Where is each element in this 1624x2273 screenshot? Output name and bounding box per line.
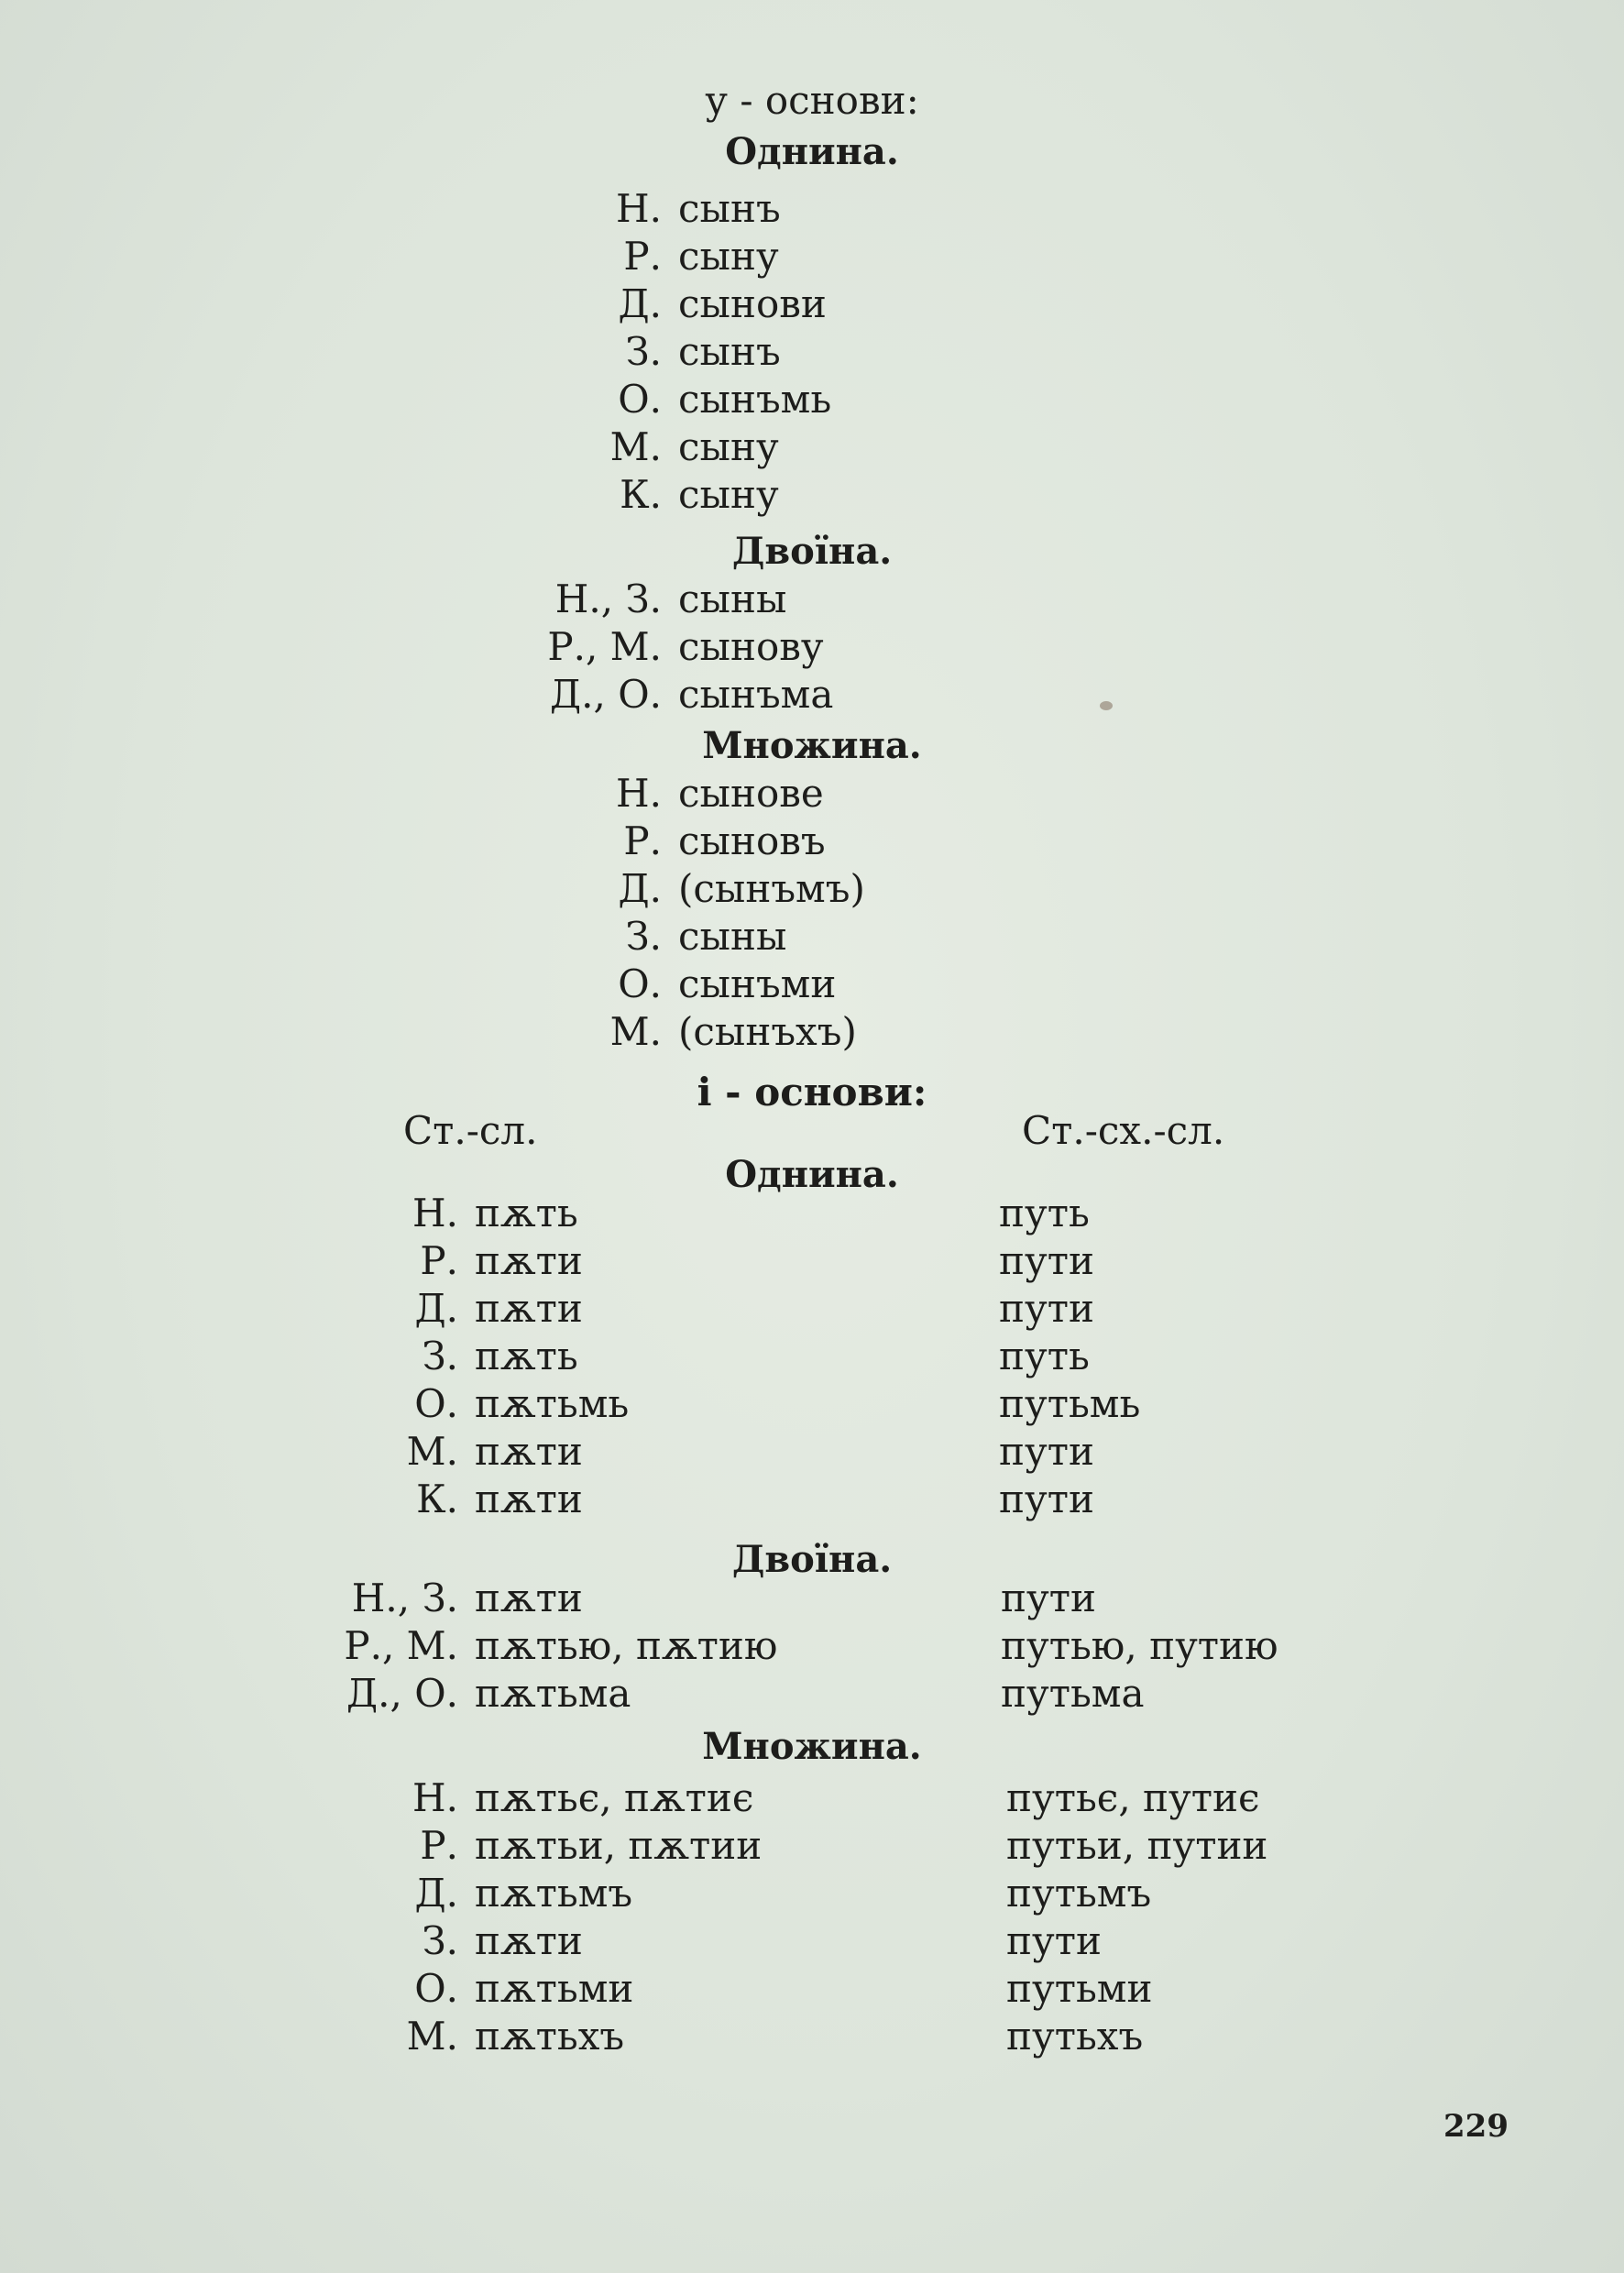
paradigm-row [0,1008,857,1056]
paradigm-row [0,2013,624,2060]
case-label: Р. [623,818,662,863]
i-dual-heading: Двоїна. [731,1538,893,1581]
serbian-form: путь [999,1334,1090,1378]
word-form: сыну [678,234,779,279]
paradigm-row [0,280,827,328]
serbian-form: путьмъ [1006,1871,1152,1916]
ocs-form: пѫти [475,1576,583,1620]
paradigm-row [0,1965,633,2013]
paradigm-row [0,1190,578,1237]
word-form: (сынъхъ) [678,1009,857,1054]
word-form: сынову [678,624,824,669]
ocs-form: пѫти [475,1918,583,1963]
paradigm-row [0,1333,578,1380]
case-label: З. [625,329,662,374]
word-form: сынъма [678,672,834,717]
ocs-form: пѫти [475,1286,583,1331]
paradigm-row [0,185,781,233]
serbian-form: пути [999,1477,1094,1521]
case-label: Н., З. [554,576,662,621]
serbian-form: путью, путию [1001,1623,1278,1668]
case-label: Н. [616,186,662,231]
paradigm-row [0,961,836,1008]
word-form: сыну [678,424,779,469]
i-stem-title: і - основи: [697,1070,927,1115]
serbian-form: путьми [1006,1966,1153,2011]
word-form: сынови [678,281,827,326]
case-label: З. [625,914,662,959]
case-label: О. [618,961,662,1006]
paper-stain [1100,701,1113,710]
case-label: М. [609,424,662,469]
u-dual-heading: Двоїна. [731,530,893,573]
word-form: сыны [678,914,787,959]
ocs-form: пѫтьми [475,1966,634,2011]
case-label: О. [414,1381,458,1426]
case-label: Д. [618,281,662,326]
paradigm-row [0,1670,631,1718]
word-form: сынъ [678,186,781,231]
case-label: К. [620,472,662,517]
case-label: Д., О. [346,1671,458,1716]
word-form: сыну [678,472,779,517]
paradigm-row [0,818,826,865]
i-singular-heading: Однина. [725,1153,899,1196]
ocs-form: пѫтьма [475,1671,631,1716]
serbian-form: путьхъ [1006,2014,1144,2059]
ocs-form: пѫтьмъ [475,1871,633,1916]
ocs-form: пѫтьхъ [475,2014,625,2059]
word-form: сынъмь [678,377,832,422]
ocs-form: пѫть [475,1191,578,1235]
column-header-ocs: Ст.-сл. [403,1108,538,1153]
paradigm-row [0,233,779,280]
word-form: сыны [678,576,787,621]
paradigm-row [0,1622,777,1670]
paradigm-row [0,376,831,423]
word-form: (сынъмъ) [678,866,865,911]
serbian-form: пути [999,1238,1094,1283]
case-label: О. [414,1966,458,2011]
ocs-form: пѫти [475,1429,583,1474]
paradigm-row [0,623,824,671]
serbian-form: пути [999,1286,1094,1331]
case-label: М. [406,1429,458,1474]
paradigm-row [0,913,786,961]
case-label: М. [406,2014,458,2059]
paradigm-row [0,1380,629,1428]
ocs-form: пѫть [475,1334,578,1378]
case-label: Д., О. [550,672,662,717]
paradigm-row [0,1237,583,1285]
serbian-form: пути [1006,1918,1102,1963]
ocs-form: пѫтьмь [475,1381,630,1426]
case-label: Н. [616,771,662,816]
column-header-serbian: Ст.-сх.-сл. [1022,1108,1225,1153]
case-label: Н. [412,1191,458,1235]
paradigm-row [0,865,865,913]
case-label: Д. [414,1871,458,1916]
paradigm-row [0,1285,583,1333]
ocs-form: пѫтьє, пѫтиє [475,1775,754,1820]
paradigm-row [0,1774,753,1822]
case-label: Р. [623,234,662,279]
paradigm-row [0,328,781,376]
paradigm-row [0,770,824,818]
case-label: Р. [420,1238,458,1283]
serbian-form: пути [1001,1576,1096,1620]
case-label: З. [422,1334,458,1378]
case-label: М. [609,1009,662,1054]
case-label: Д. [618,866,662,911]
serbian-form: путьмь [999,1381,1141,1426]
word-form: сынъ [678,329,781,374]
case-label: Д. [414,1286,458,1331]
paradigm-row [0,1870,632,1917]
serbian-form: путь [999,1191,1090,1235]
case-label: Р. [420,1823,458,1868]
u-stem-title: у - основи: [705,78,919,123]
paradigm-row [0,423,779,471]
page-number: 229 [1443,2108,1509,2145]
case-label: Р., М. [344,1623,458,1668]
case-label: Р., М. [547,624,662,669]
word-form: сыновъ [678,818,826,863]
serbian-form: пути [999,1429,1094,1474]
paradigm-row [0,1917,583,1965]
case-label: Н., З. [351,1576,458,1620]
case-label: Н. [412,1775,458,1820]
paradigm-row [0,1476,583,1523]
serbian-form: путьи, путии [1006,1823,1268,1868]
paradigm-row [0,1822,762,1870]
case-label: К. [416,1477,458,1521]
i-plural-heading: Множина. [702,1725,922,1768]
ocs-form: пѫти [475,1477,583,1521]
paradigm-row [0,576,786,623]
word-form: сынове [678,771,824,816]
paradigm-row [0,1575,583,1622]
serbian-form: путьє, путиє [1006,1775,1260,1820]
paradigm-row [0,671,833,719]
serbian-form: путьма [1001,1671,1145,1716]
case-label: З. [422,1918,458,1963]
ocs-form: пѫтьи, пѫтии [475,1823,763,1868]
u-singular-heading: Однина. [725,130,899,173]
paradigm-row [0,471,779,519]
ocs-form: пѫти [475,1238,583,1283]
ocs-form: пѫтью, пѫтию [475,1623,778,1668]
u-plural-heading: Множина. [702,724,922,767]
paradigm-row [0,1428,583,1476]
word-form: сынъми [678,961,837,1006]
case-label: О. [618,377,662,422]
